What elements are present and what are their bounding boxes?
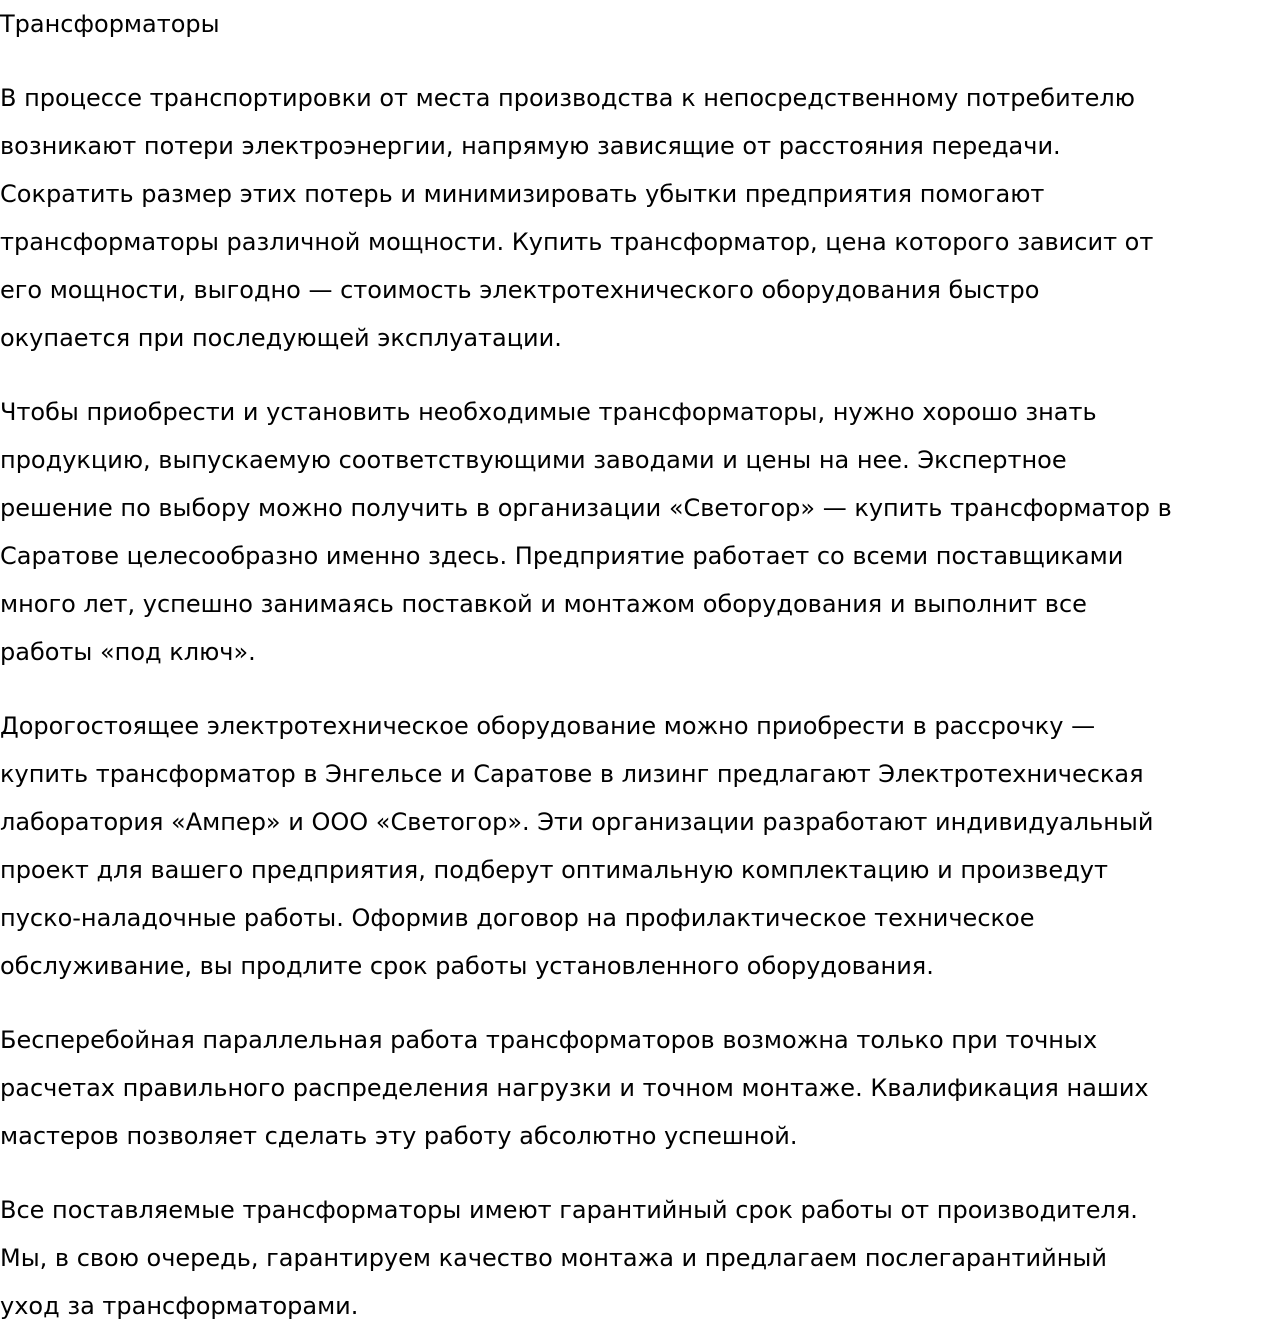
text-line: Дорогостоящее электротехническое оборудование можно приобрести в рассрочку — — [0, 712, 1096, 740]
text-line: его мощности, выгодно — стоимость электротехнического оборудования быстро — [0, 276, 1040, 304]
text-line: купить трансформатор в Энгельсе и Саратове в лизинг предлагают Электротехническая — [0, 760, 1144, 788]
paragraph-leasing — [0, 702, 1270, 990]
text-line: работы «под ключ». — [0, 638, 256, 666]
text-line: лаборатория «Ампер» и ООО «Светогор». Эти организации разработают индивидуальный — [0, 808, 1154, 836]
text-line: В процессе транспортировки от места производства к непосредственному потребителю — [0, 84, 1135, 112]
text-line: Сократить размер этих потерь и минимизировать убытки предприятия помогают — [0, 180, 1045, 208]
text-line: продукцию, выпускаемую соответствующими заводами и цены на нее. Экспертное — [0, 446, 1067, 474]
text-line: Чтобы приобрести и установить необходимые трансформаторы, нужно хорошо знать — [0, 398, 1097, 426]
text-line: Саратове целесообразно именно здесь. Предприятие работает со всеми поставщиками — [0, 542, 1124, 570]
text-line: мастеров позволяет сделать эту работу абсолютно успешной. — [0, 1122, 798, 1150]
text-line: Мы, в свою очередь, гарантируем качество монтажа и предлагаем послегарантийный — [0, 1244, 1107, 1272]
paragraph-warranty — [0, 1186, 1270, 1330]
paragraph-parallel-work — [0, 1016, 1270, 1160]
page-title: Трансформаторы — [0, 10, 220, 38]
text-line: Бесперебойная параллельная работа трансформаторов возможна только при точных — [0, 1026, 1098, 1054]
text-line: расчетах правильного распределения нагрузки и точном монтаже. Квалификация наших — [0, 1074, 1149, 1102]
text-line: окупается при последующей эксплуатации. — [0, 324, 562, 352]
paragraph-svetogor — [0, 388, 1270, 676]
text-line: обслуживание, вы продлите срок работы установленного оборудования. — [0, 952, 934, 980]
text-line: трансформаторы различной мощности. Купить трансформатор, цена которого зависит от — [0, 228, 1154, 256]
paragraph-losses — [0, 74, 1270, 362]
text-line: возникают потери электроэнергии, напрямую зависящие от расстояния передачи. — [0, 132, 1061, 160]
text-line: много лет, успешно занимаясь поставкой и монтажом оборудования и выполнит все — [0, 590, 1087, 618]
text-line: пуско-наладочные работы. Оформив договор на профилактическое техническое — [0, 904, 1035, 932]
text-line: решение по выбору можно получить в организации «Светогор» — купить трансформатор в — [0, 494, 1172, 522]
text-line: проект для вашего предприятия, подберут оптимальную комплектацию и произведут — [0, 856, 1108, 884]
text-line: уход за трансформаторами. — [0, 1292, 359, 1320]
text-line: Все поставляемые трансформаторы имеют гарантийный срок работы от производителя. — [0, 1196, 1138, 1224]
